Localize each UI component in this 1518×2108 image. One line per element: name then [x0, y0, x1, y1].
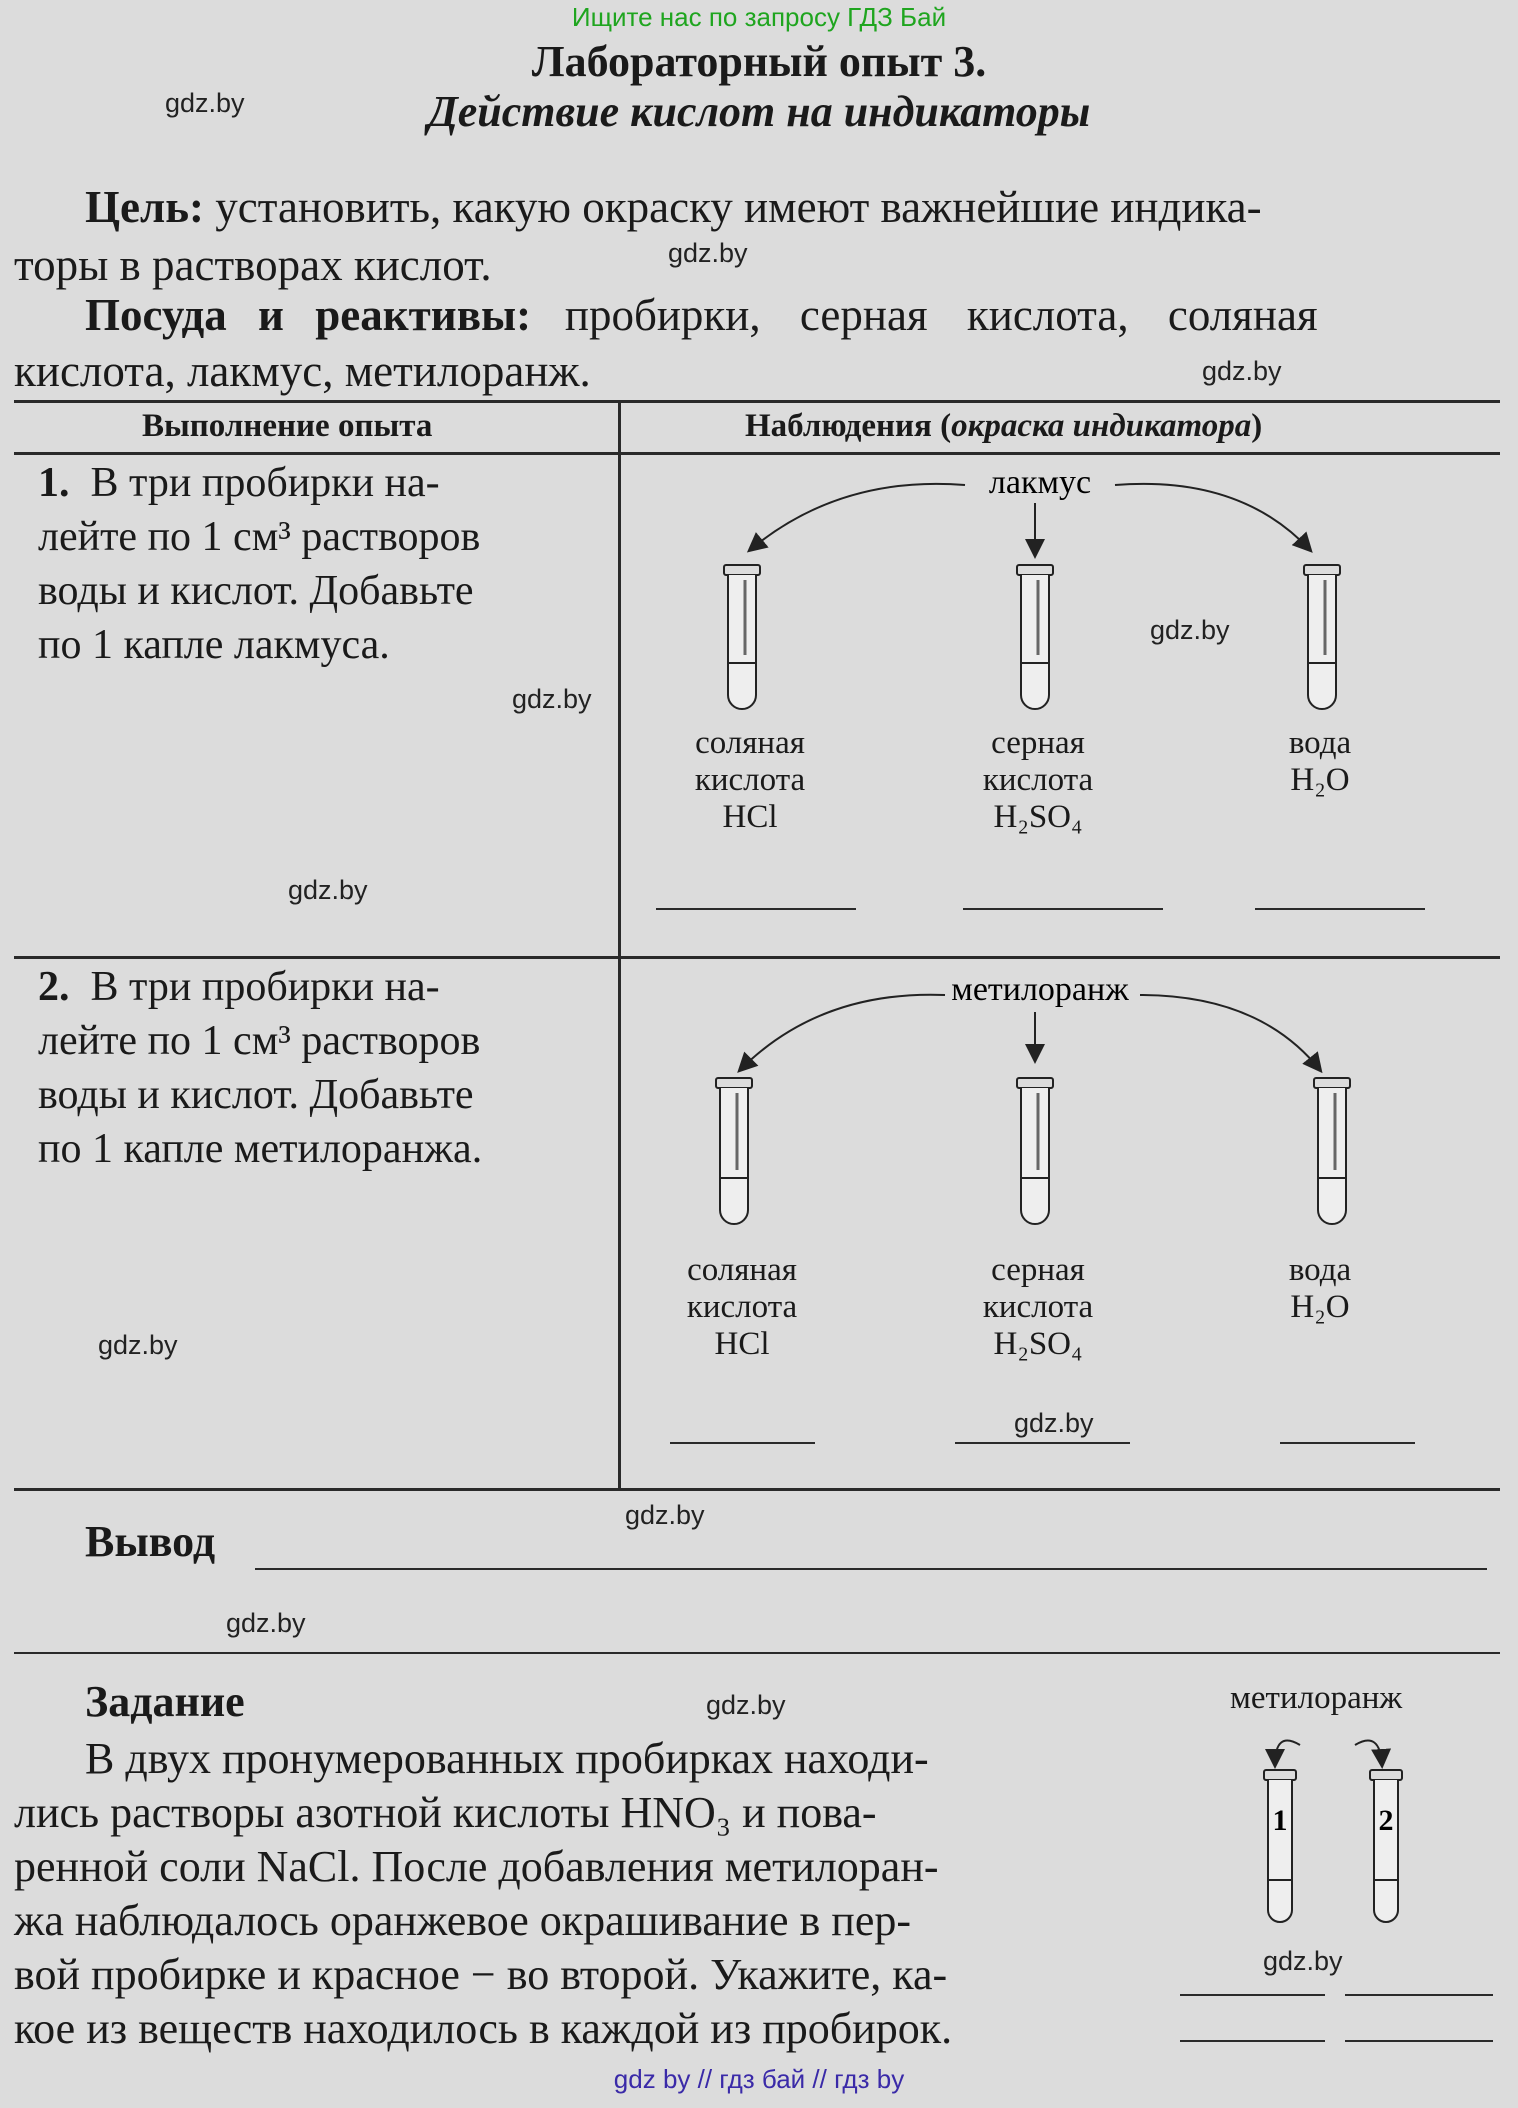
bottom-footer[interactable]: gdz by // гдз бай // гдз by — [613, 2064, 905, 2094]
watermark: gdz.by — [1202, 356, 1282, 386]
tube-formula: H₂O — [1290, 762, 1350, 798]
equipment-line2: кислота, лакмус, метилоранж. — [14, 346, 591, 396]
header-right-italic: окраска индикатора — [951, 408, 1252, 444]
test-tube — [724, 565, 760, 709]
tube-formula: H₂O — [1290, 1289, 1350, 1325]
test-tube-2 — [1370, 1770, 1402, 1922]
tube-name: вода — [1288, 725, 1352, 761]
tube-name: серная — [991, 1252, 1085, 1288]
arrow-to-tube — [1355, 1741, 1382, 1766]
task-line: В двух пронумерованных пробирках находи- — [85, 1734, 929, 1783]
watermark: gdz.by — [165, 88, 245, 118]
equipment-label: Посуда и реактивы: — [85, 290, 532, 340]
row2-line: воды и кислот. Добавьте — [38, 1072, 474, 1118]
table-row-divider — [14, 956, 1500, 959]
tube-formula: H₂SO₄ — [993, 799, 1083, 835]
row1-line: В три пробирки на- — [90, 460, 440, 506]
row2-line: В три пробирки на- — [90, 964, 440, 1010]
goal-line2: торы в растворах кислот. — [14, 240, 492, 290]
row1-line: по 1 капле лакмуса. — [38, 622, 390, 668]
goal-label: Цель: — [85, 182, 205, 232]
conclusion-blank[interactable] — [14, 1652, 1500, 1654]
arrow-to-tube — [1275, 1741, 1300, 1766]
answer-blank[interactable] — [963, 908, 1163, 910]
goal-text: установить, какую окраску имеют важнейшие индика- — [215, 182, 1262, 232]
header-right-text: Наблюдения ( — [745, 408, 952, 444]
watermark: gdz.by — [288, 875, 368, 905]
task-line: ренной соли NaCl. После добавления метилоран- — [14, 1842, 939, 1891]
tube-formula: H₂SO₄ — [993, 1326, 1083, 1362]
row1-litmus-diagram — [620, 455, 1500, 955]
tube-name: кислота — [982, 1289, 1094, 1325]
answer-blank[interactable] — [1180, 1994, 1325, 1996]
tube-name: серная — [991, 725, 1085, 761]
goal-line1 — [85, 178, 1495, 236]
task-indicator-label: метилоранж — [1230, 1680, 1403, 1716]
equipment-text: пробирки, серная кислота, соляная — [564, 290, 1318, 340]
row2-line: лейте по 1 см³ растворов — [38, 1018, 481, 1064]
row2-number: 2. — [38, 964, 70, 1010]
test-tube — [1017, 1078, 1053, 1224]
tube-formula: HCl — [722, 799, 778, 835]
watermark: gdz.by — [226, 1608, 306, 1638]
row1-tube3-label — [1250, 725, 1390, 799]
tube-number: 1 — [1272, 1804, 1288, 1837]
conclusion-label: Вывод — [85, 1517, 216, 1566]
table-top-rule — [14, 400, 1500, 403]
row2-instructions — [38, 960, 598, 1176]
tube-name: соляная — [695, 725, 805, 761]
watermark: gdz.by — [98, 1330, 178, 1360]
watermark: gdz.by — [512, 684, 592, 714]
test-tube — [716, 1078, 752, 1224]
task-text-cont — [14, 1786, 952, 2056]
arrow-to-tube — [750, 484, 965, 550]
answer-blank[interactable] — [1180, 2040, 1325, 2042]
tube-number: 2 — [1378, 1804, 1394, 1837]
row1-tube2-label — [948, 725, 1128, 836]
row1-line: лейте по 1 см³ растворов — [38, 514, 481, 560]
test-tube-1 — [1264, 1770, 1296, 1922]
row1-tube1-label — [660, 725, 840, 836]
row2-indicator-label: метилоранж — [951, 971, 1129, 1008]
row2-line: по 1 капле метилоранжа. — [38, 1126, 483, 1172]
task-line: лись растворы азотной кислоты HNO₃ и пова- — [14, 1788, 877, 1837]
tube-name: кислота — [982, 762, 1094, 798]
top-banner[interactable]: Ищите нас по запросу ГДЗ Бай — [571, 2, 947, 32]
row1-line: воды и кислот. Добавьте — [38, 568, 474, 614]
answer-blank[interactable] — [955, 1442, 1130, 1444]
equipment-line1 — [85, 286, 1495, 344]
test-tube — [1017, 565, 1053, 709]
table-header-left: Выполнение опыта — [142, 408, 433, 444]
tube-name: вода — [1288, 1252, 1352, 1288]
watermark: gdz.by — [706, 1690, 786, 1720]
test-tube — [1304, 565, 1340, 709]
task-heading: Задание — [85, 1677, 245, 1726]
row2-tube1-label — [652, 1252, 832, 1363]
table-bottom-rule — [14, 1488, 1500, 1491]
task-tubes-diagram — [1240, 1720, 1440, 1950]
task-line: жа наблюдалось оранжевое окрашивание в пер- — [14, 1896, 911, 1945]
watermark: gdz.by — [1014, 1408, 1094, 1438]
watermark: gdz.by — [1150, 615, 1230, 645]
row1-number: 1. — [38, 460, 70, 506]
header-right-close: ) — [1251, 408, 1263, 444]
answer-blank[interactable] — [1345, 1994, 1493, 1996]
row1-indicator-label: лакмус — [988, 464, 1092, 501]
answer-blank[interactable] — [1345, 2040, 1493, 2042]
lab-subtitle: Действие кислот на индикаторы — [427, 87, 1091, 136]
watermark: gdz.by — [625, 1500, 705, 1530]
row2-tube3-label — [1250, 1252, 1390, 1326]
arrow-to-tube — [740, 995, 945, 1070]
answer-blank[interactable] — [1255, 908, 1425, 910]
test-tube — [1314, 1078, 1350, 1224]
tube-formula: HCl — [714, 1326, 770, 1362]
lab-title: Лабораторный опыт 3. — [531, 37, 987, 86]
tube-name: кислота — [686, 1289, 798, 1325]
tube-name: кислота — [694, 762, 806, 798]
task-line: вой пробирке и красное − во второй. Укажите, ка- — [14, 1950, 948, 1999]
arrow-to-tube — [1115, 484, 1310, 550]
watermark: gdz.by — [1263, 1946, 1343, 1976]
row2-tube2-label — [948, 1252, 1128, 1363]
table-header-right — [745, 408, 1262, 445]
conclusion-blank[interactable] — [255, 1568, 1487, 1570]
answer-blank[interactable] — [656, 908, 856, 910]
answer-blank[interactable] — [1280, 1442, 1415, 1444]
answer-blank[interactable] — [670, 1442, 815, 1444]
task-text — [85, 1732, 929, 1786]
tube-name: соляная — [687, 1252, 797, 1288]
arrow-to-tube — [1140, 995, 1320, 1070]
task-line: кое из веществ находилось в каждой из пробирок. — [14, 2004, 953, 2053]
row1-instructions — [38, 456, 598, 672]
watermark: gdz.by — [668, 238, 748, 268]
